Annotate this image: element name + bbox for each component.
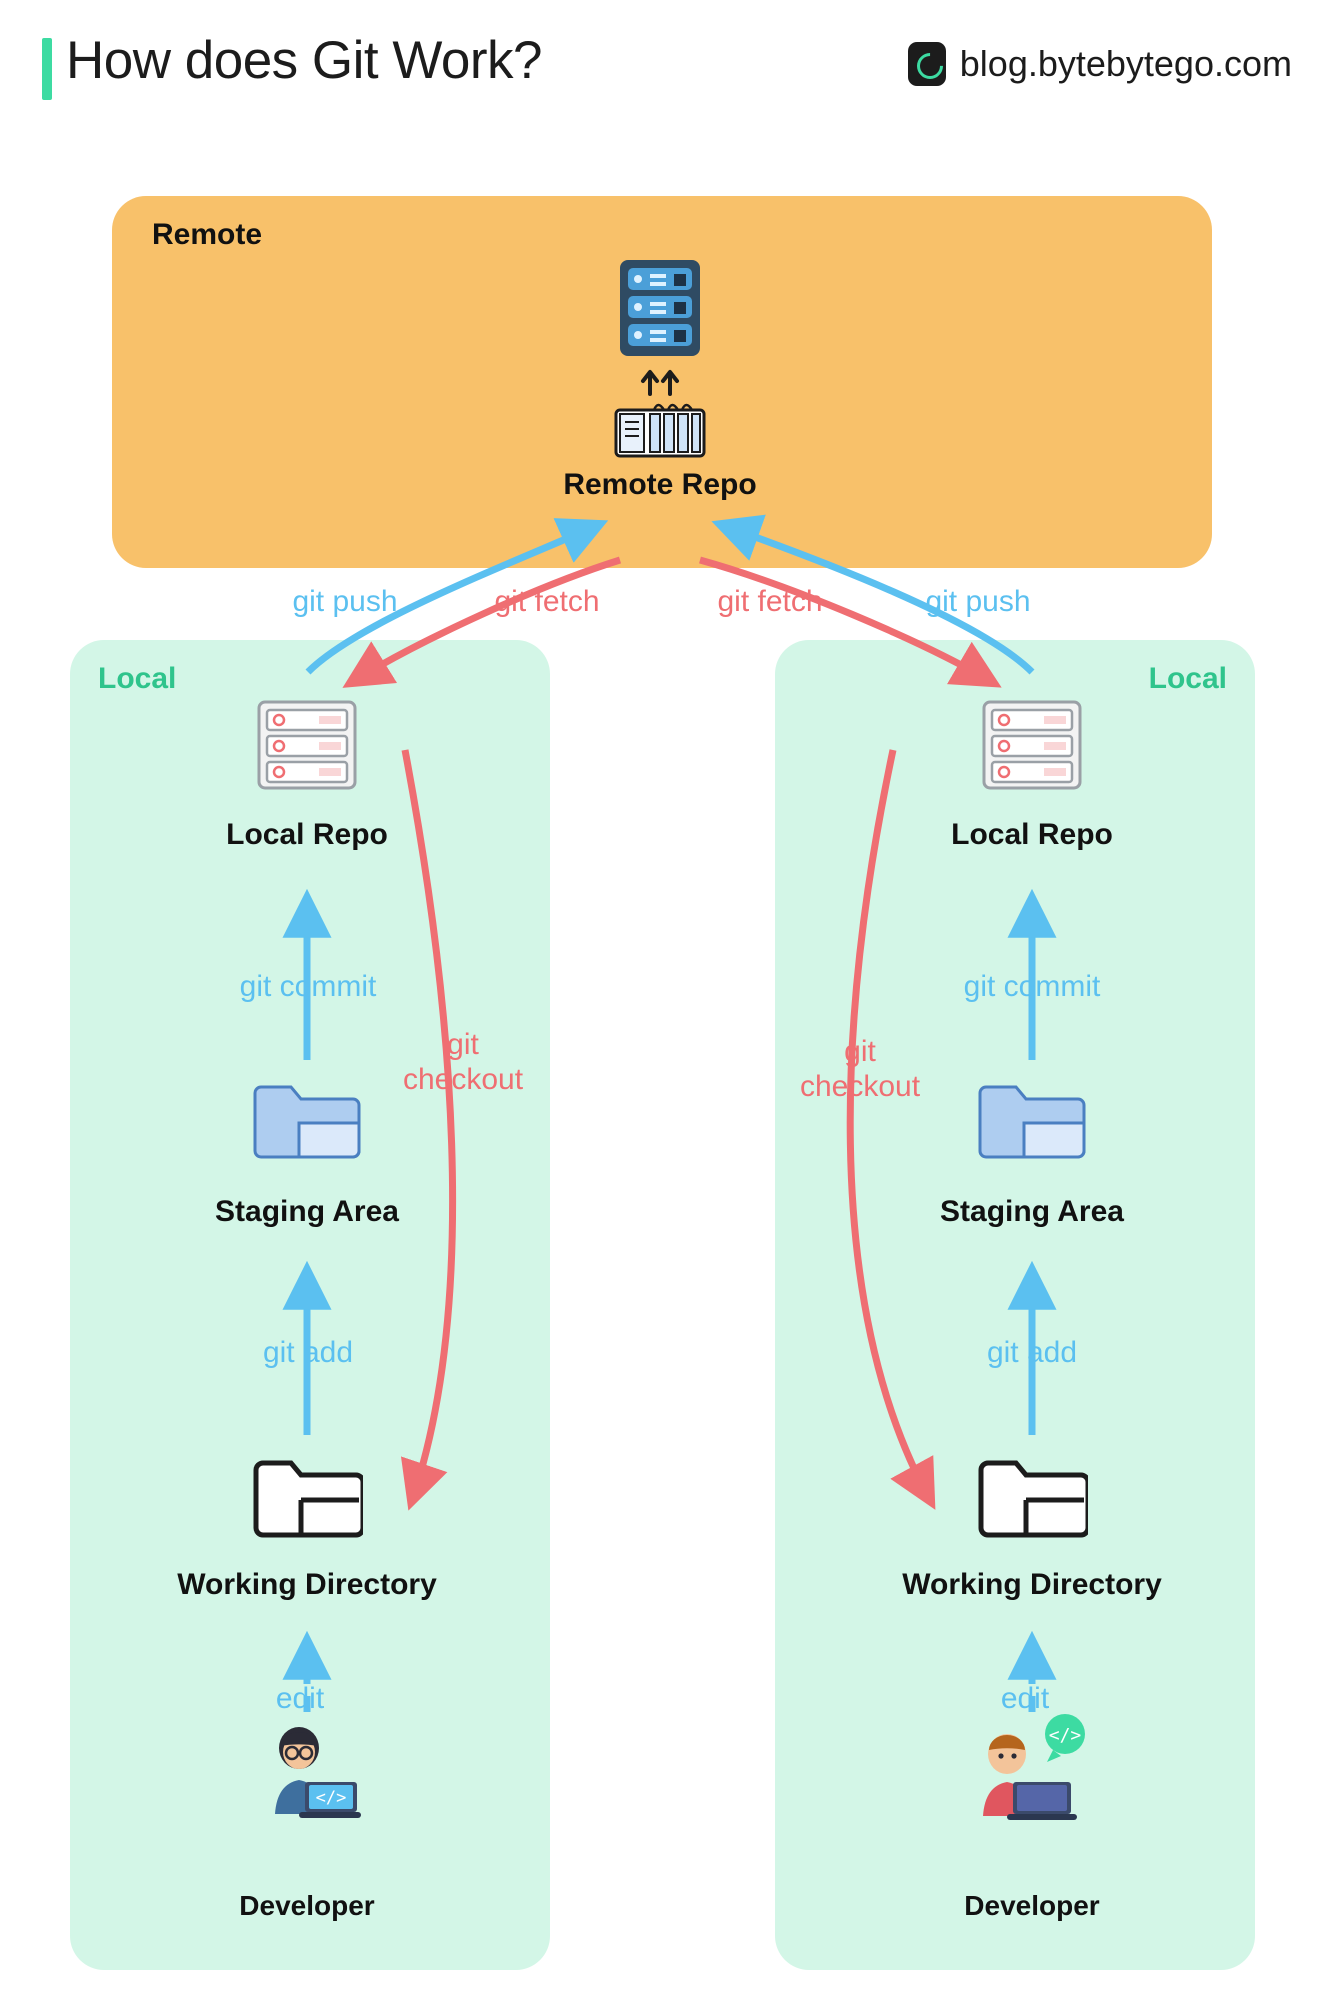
git-add-left-label: git add — [262, 1336, 354, 1369]
local-repo-right-label: Local Repo — [951, 818, 1113, 851]
git-checkout-right-line1: git — [844, 1035, 876, 1068]
git-checkout-right-label — [800, 1035, 920, 1104]
remote-panel-label: Remote — [152, 218, 263, 251]
developer-woman-icon — [251, 1722, 363, 1827]
server-rack-icon — [612, 258, 708, 363]
git-fetch-left-label: git fetch — [494, 585, 600, 618]
remote-repo-label: Remote Repo — [563, 468, 757, 501]
server-icon — [257, 700, 357, 795]
git-checkout-right-line2: checkout — [799, 1069, 921, 1103]
local-panel-left-label: Local — [98, 662, 177, 695]
server-icon — [982, 700, 1082, 795]
developer-right-label: Developer — [964, 1890, 1100, 1921]
working-directory-left-label: Working Directory — [177, 1568, 437, 1601]
page-header — [0, 0, 1320, 130]
git-checkout-left-line1: git — [447, 1028, 479, 1061]
git-push-right-label: git push — [925, 585, 1031, 618]
brand — [908, 42, 1292, 86]
git-commit-right-label: git commit — [963, 970, 1101, 1003]
working-directory-right-label: Working Directory — [902, 1568, 1162, 1601]
developer-man-icon — [969, 1712, 1095, 1827]
folder-filled-icon — [976, 1075, 1088, 1168]
bytebytego-logo-icon — [908, 42, 946, 86]
git-checkout-left-line2: checkout — [402, 1062, 524, 1096]
brand-url: blog.bytebytego.com — [959, 43, 1292, 84]
git-commit-left-label: git commit — [239, 970, 377, 1003]
edit-right-label: edit — [1000, 1682, 1050, 1715]
local-panel-right-label: Local — [1148, 662, 1227, 695]
folder-filled-icon — [251, 1075, 363, 1168]
title-accent-bar — [42, 38, 52, 100]
svg-text:</>: </> — [1048, 1725, 1082, 1746]
staging-area-right-label: Staging Area — [940, 1195, 1124, 1228]
folder-outline-icon — [976, 1450, 1088, 1545]
svg-text:</>: </> — [315, 1788, 347, 1808]
developer-left-label: Developer — [239, 1890, 375, 1921]
git-push-left-label: git push — [292, 585, 398, 618]
git-fetch-right-label: git fetch — [717, 585, 823, 618]
staging-area-left-label: Staging Area — [215, 1195, 399, 1228]
git-checkout-left-label — [403, 1028, 523, 1097]
page-title: How does Git Work? — [66, 31, 543, 90]
edit-left-label: edit — [275, 1682, 325, 1715]
folder-outline-icon — [251, 1450, 363, 1545]
git-add-right-label: git add — [986, 1336, 1078, 1369]
local-repo-left-label: Local Repo — [226, 818, 388, 851]
repository-files-icon — [614, 396, 706, 463]
